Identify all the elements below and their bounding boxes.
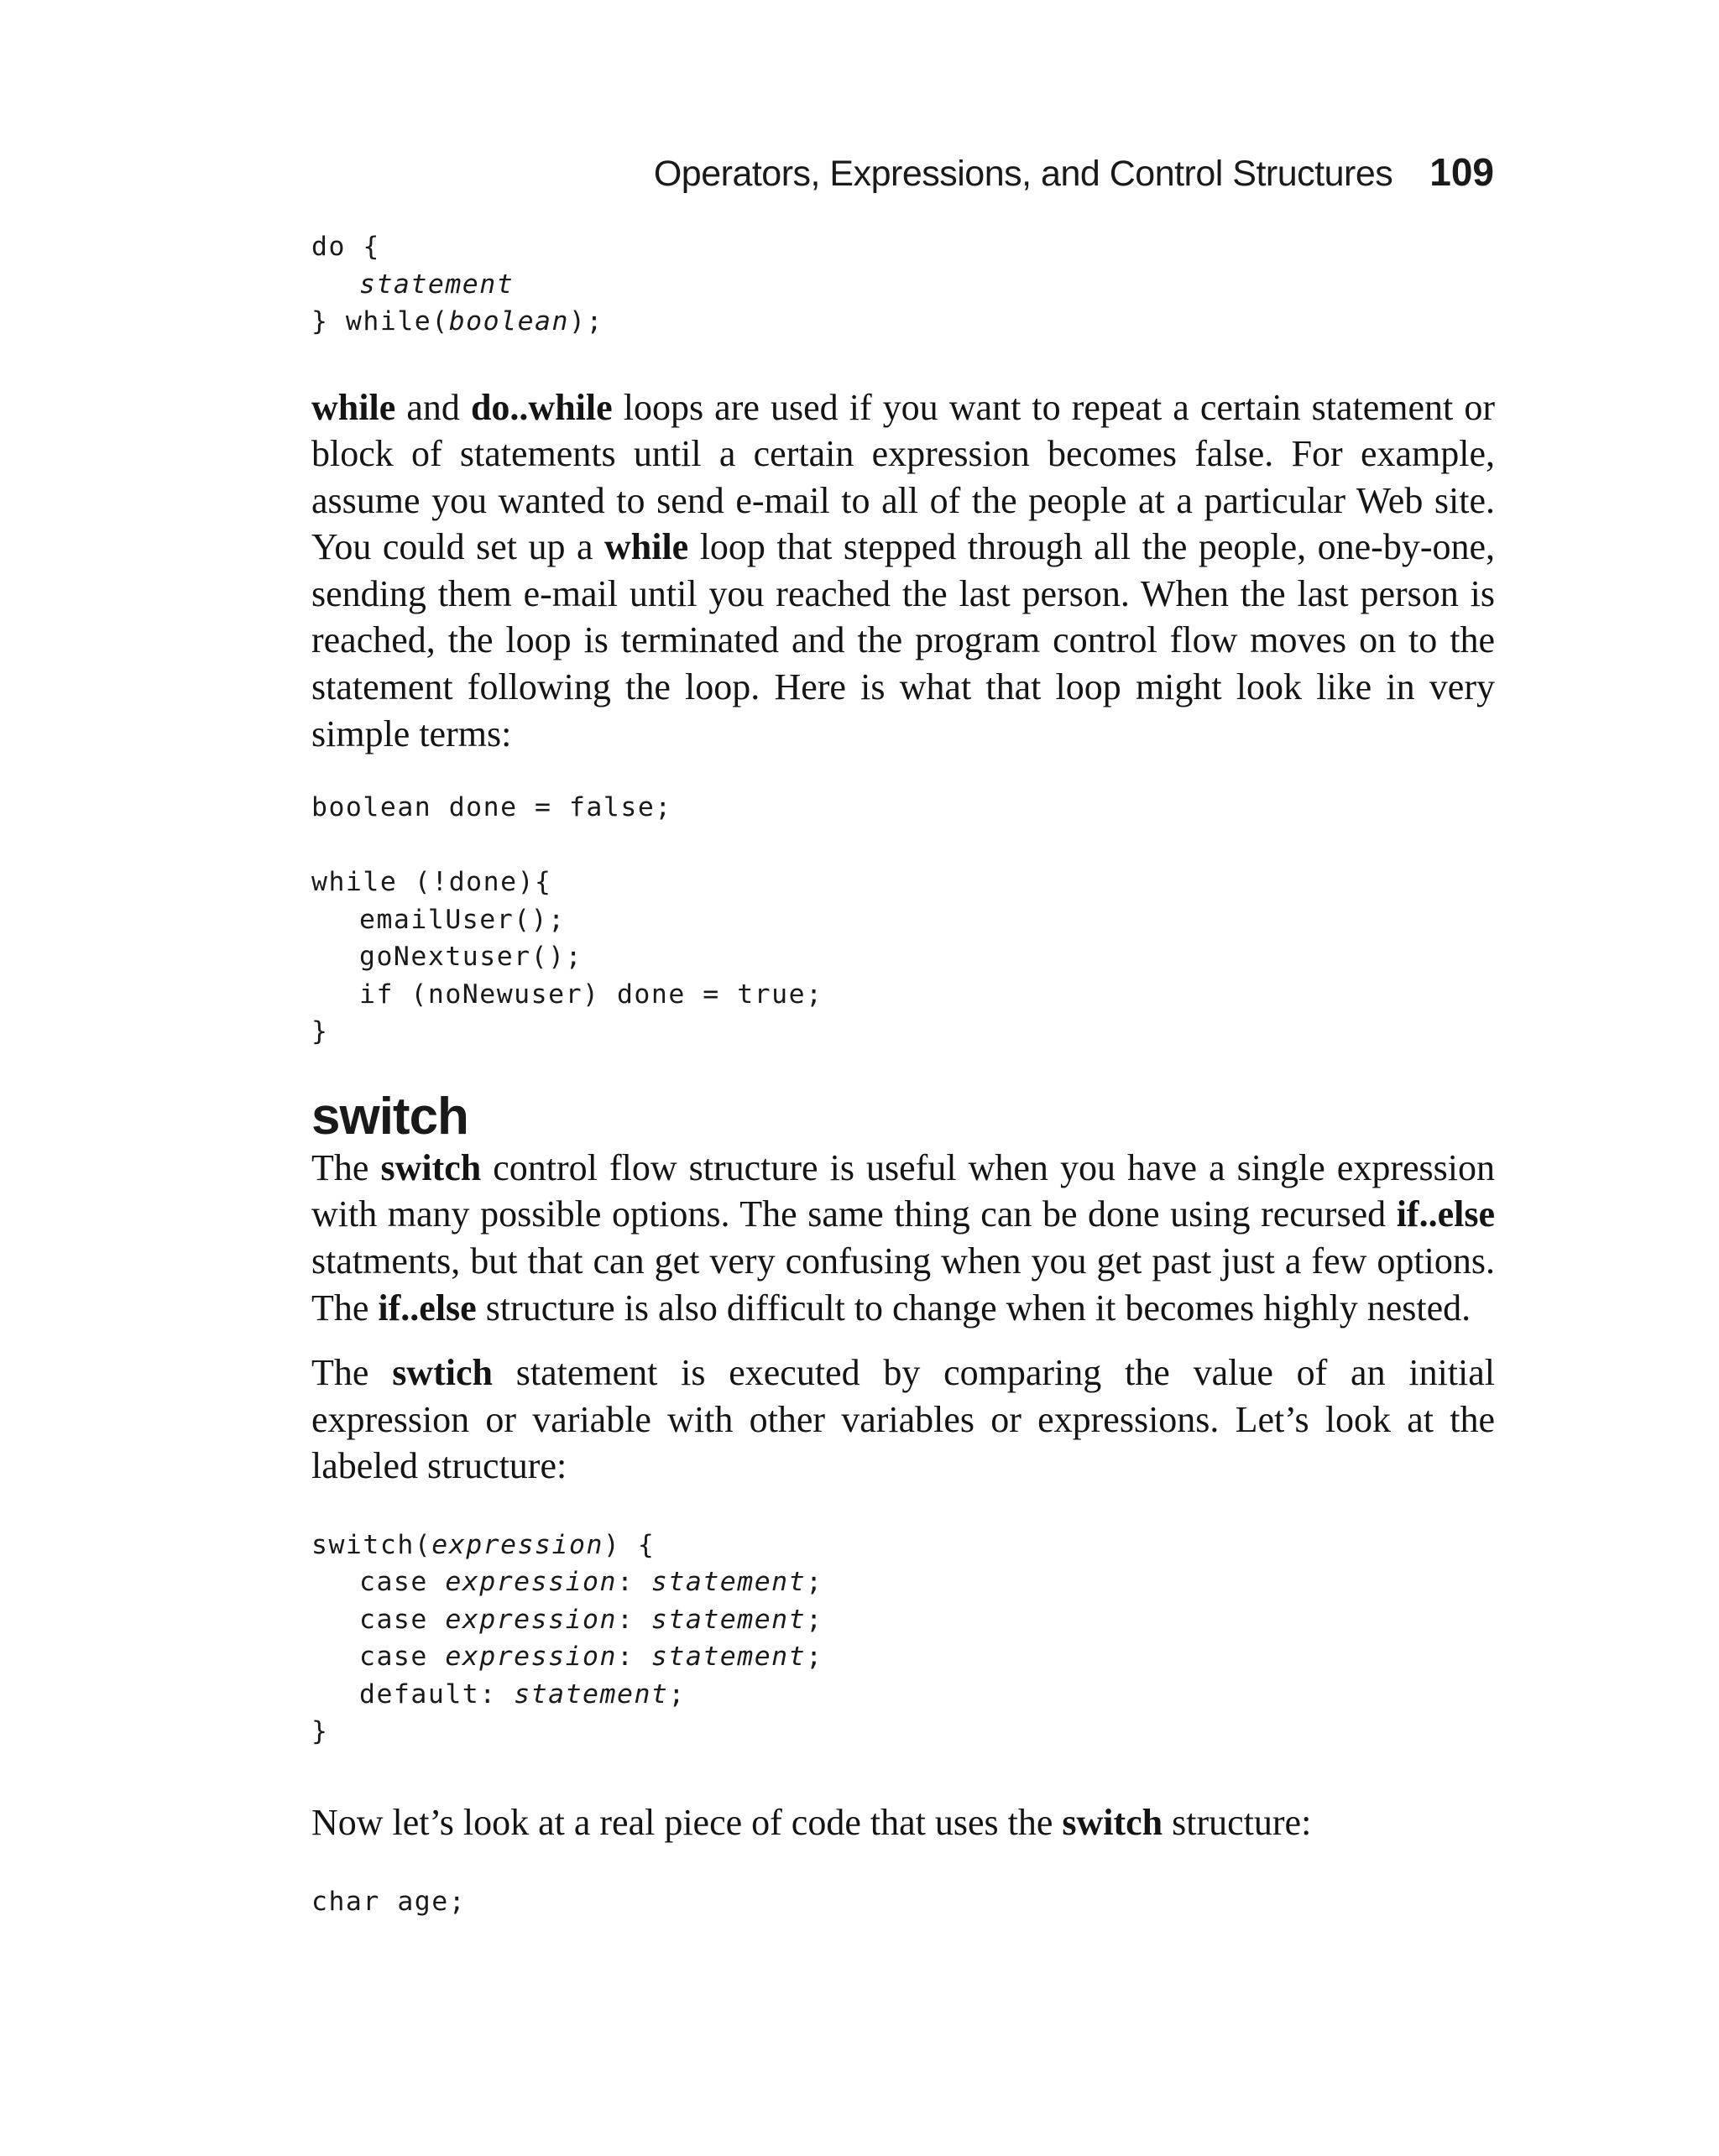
page-content bbox=[311, 228, 1495, 1920]
code-placeholder: statement bbox=[651, 1567, 807, 1598]
paragraph-switch-intro bbox=[311, 1145, 1495, 1331]
code-placeholder: boolean bbox=[448, 306, 569, 337]
keyword-switch: switch bbox=[380, 1146, 482, 1188]
code-placeholder: expression bbox=[445, 1642, 617, 1673]
text-run: structure: bbox=[1163, 1801, 1312, 1843]
paragraph-switch-execution bbox=[311, 1349, 1495, 1490]
keyword-swtich: swtich bbox=[392, 1352, 493, 1394]
paragraph-while-loops bbox=[311, 384, 1495, 758]
code-placeholder: statement bbox=[651, 1604, 807, 1635]
code-text: switch( bbox=[311, 1529, 432, 1560]
text-run: control flow structure is useful when you have a single expression with many possible options. The same thing can be done using recursed bbox=[311, 1146, 1495, 1235]
code-text: case bbox=[359, 1567, 446, 1598]
code-text: ); bbox=[568, 306, 603, 337]
code-text: case bbox=[359, 1642, 446, 1673]
code-line bbox=[311, 266, 1495, 304]
keyword-do-while: do..while bbox=[470, 386, 613, 428]
page-number: 109 bbox=[1429, 150, 1494, 194]
code-block-switch-structure bbox=[311, 1527, 1495, 1751]
keyword-if-else: if..else bbox=[378, 1287, 477, 1329]
code-line: while (!done){ bbox=[311, 867, 552, 898]
code-line: boolean done = false; bbox=[311, 792, 672, 823]
text-run: Now let’s look at a real piece of code that uses the bbox=[311, 1801, 1063, 1843]
text-run: The bbox=[311, 1352, 393, 1394]
code-line: goNextuser(); bbox=[359, 942, 583, 973]
text-run: statments, but that can get very confusing when you get past just a few options. The bbox=[311, 1240, 1495, 1329]
code-line bbox=[311, 1638, 1495, 1676]
running-head-title: Operators, Expressions, and Control Structures bbox=[653, 154, 1393, 194]
code-text: ; bbox=[806, 1567, 823, 1598]
text-run: The bbox=[311, 1146, 381, 1188]
code-placeholder: expression bbox=[445, 1567, 617, 1598]
code-text: default: bbox=[359, 1678, 515, 1710]
text-run: loops are used if you want to repeat a certain statement or block of statements until a certain expression becomes false. For example, assume you wanted to send e-mail to all of the people at a particular Web site. You could set up a bbox=[311, 386, 1496, 568]
code-text: : bbox=[616, 1642, 651, 1673]
code-placeholder: expression bbox=[431, 1529, 603, 1560]
section-heading-switch: switch bbox=[311, 1087, 468, 1146]
code-line: if (noNewuser) done = true; bbox=[359, 979, 823, 1010]
code-text: : bbox=[616, 1604, 651, 1635]
code-line bbox=[311, 303, 1495, 341]
code-block-char-age bbox=[311, 1883, 1495, 1921]
code-text: ; bbox=[806, 1604, 823, 1635]
code-text: case bbox=[359, 1604, 446, 1635]
code-line bbox=[311, 1676, 1495, 1714]
code-placeholder: statement bbox=[359, 269, 515, 300]
code-line bbox=[311, 1563, 1495, 1601]
code-placeholder: statement bbox=[514, 1678, 669, 1710]
paragraph-real-code bbox=[311, 1799, 1495, 1846]
code-text: ; bbox=[806, 1642, 823, 1673]
code-line bbox=[311, 827, 1495, 864]
code-line: } bbox=[311, 1716, 329, 1747]
code-line: } bbox=[311, 1016, 329, 1047]
text-run: and bbox=[395, 386, 471, 428]
keyword-switch: switch bbox=[1062, 1801, 1163, 1843]
code-line: char age; bbox=[311, 1886, 467, 1917]
text-run: structure is also difficult to change when it becomes highly nested. bbox=[476, 1287, 1471, 1329]
code-block-do-while bbox=[311, 228, 1495, 341]
keyword-if-else: if..else bbox=[1396, 1193, 1495, 1235]
code-line: emailUser(); bbox=[359, 904, 566, 935]
code-block-while-loop bbox=[311, 789, 1495, 1051]
code-text: ) { bbox=[603, 1529, 656, 1560]
running-head bbox=[654, 149, 1494, 195]
code-text: : bbox=[616, 1567, 651, 1598]
text-run: loop that stepped through all the people, one-by-one, sending them e-mail until you reached the last person. When the last person is reached, the loop is terminated and the program control flow moves on to the statement following the loop. Here is what that loop might look like in very simple terms: bbox=[311, 526, 1495, 754]
code-line: do { bbox=[311, 232, 380, 262]
code-text: } while( bbox=[311, 306, 449, 337]
text-run: statement is executed by comparing the value of an initial expression or variable with other variables or expressions. Let’s look at the labeled structure: bbox=[311, 1352, 1495, 1487]
code-text: ; bbox=[668, 1678, 686, 1710]
keyword-while: while bbox=[603, 526, 689, 568]
code-line bbox=[311, 1601, 1495, 1639]
code-line bbox=[311, 1527, 1495, 1564]
code-placeholder: statement bbox=[651, 1642, 807, 1673]
keyword-while: while bbox=[311, 386, 396, 428]
code-placeholder: expression bbox=[445, 1604, 617, 1635]
